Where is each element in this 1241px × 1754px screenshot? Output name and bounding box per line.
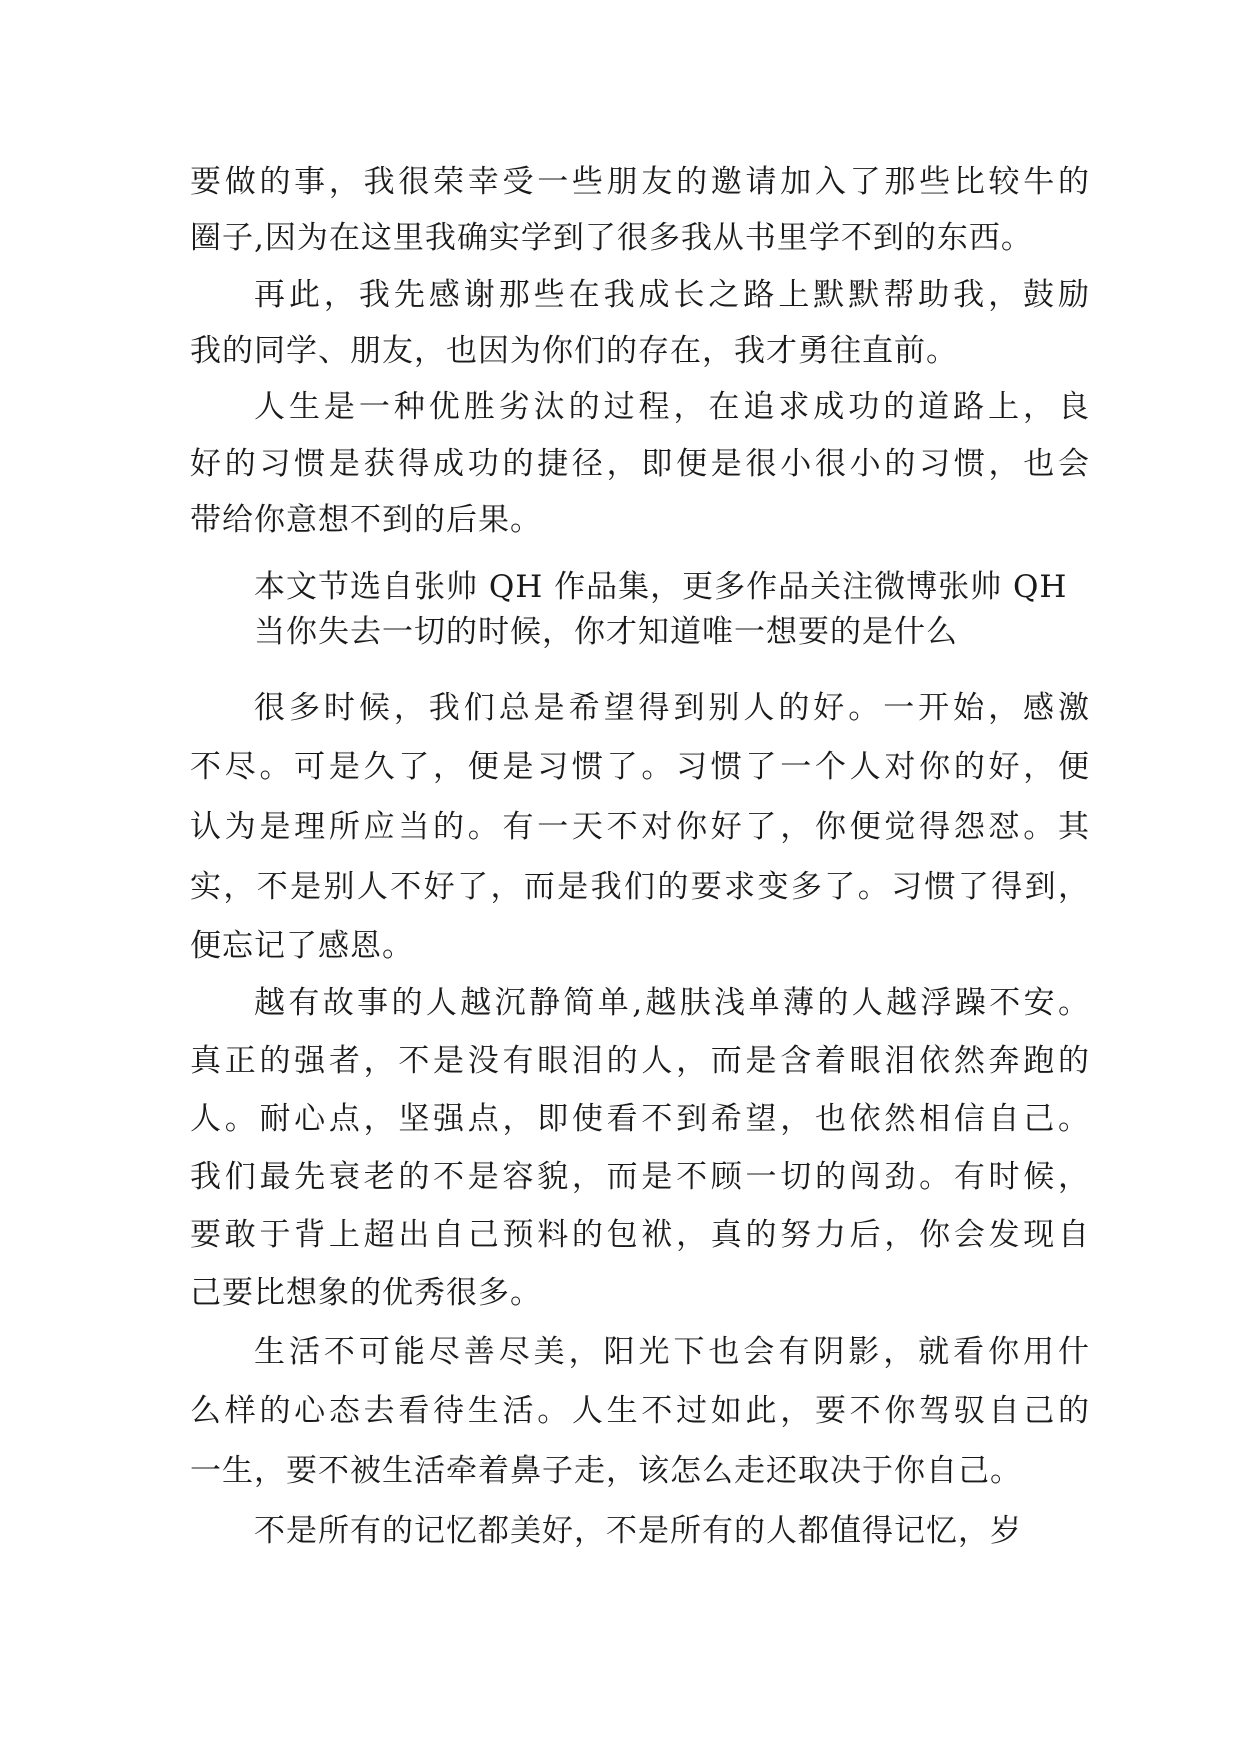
text-line: 生活不可能尽善尽美，阳光下也会有阴影，就看你用什 (254, 1334, 1090, 1370)
text-line: 真正的强者，不是没有眼泪的人，而是含着眼泪依然奔跑的 (190, 1043, 1090, 1079)
text-line: 实，不是别人不好了，而是我们的要求变多了。习惯了得到， (190, 869, 1090, 905)
text-line: 认为是理所应当的。有一天不对你好了，你便觉得怨怼。其 (190, 809, 1090, 845)
text-line: 不尽。可是久了，便是习惯了。习惯了一个人对你的好，便 (190, 749, 1090, 785)
text-line: 再此，我先感谢那些在我成长之路上默默帮助我，鼓励 (254, 277, 1090, 313)
text-line: 很多时候，我们总是希望得到别人的好。一开始，感激 (254, 690, 1090, 726)
text-line: 带给你意想不到的后果。 (190, 502, 542, 538)
text-line: 不是所有的记忆都美好，不是所有的人都值得记忆，岁 (254, 1513, 1022, 1549)
text-line: 么样的心态去看待生活。人生不过如此，要不你驾驭自己的 (190, 1393, 1090, 1429)
text-line: 当你失去一切的时候，你才知道唯一想要的是什么 (254, 614, 958, 650)
text-line: 圈子,因为在这里我确实学到了很多我从书里学不到的东西。 (190, 220, 1033, 256)
text-line: 本文节选自张帅 QH 作品集，更多作品关注微博张帅 QH (254, 569, 1068, 605)
text-line: 要敢于背上超出自己预料的包袱，真的努力后，你会发现自 (190, 1217, 1090, 1253)
text-line: 要做的事，我很荣幸受一些朋友的邀请加入了那些比较牛的 (190, 164, 1090, 200)
text-line: 越有故事的人越沉静简单,越肤浅单薄的人越浮躁不安。 (254, 985, 1090, 1021)
text-line: 人生是一种优胜劣汰的过程，在追求成功的道路上，良 (254, 389, 1090, 425)
text-line: 己要比想象的优秀很多。 (190, 1275, 542, 1311)
text-line: 好的习惯是获得成功的捷径，即便是很小很小的习惯，也会 (190, 446, 1090, 482)
text-line: 我的同学、朋友，也因为你们的存在，我才勇往直前。 (190, 333, 958, 369)
text-line: 便忘记了感恩。 (190, 928, 414, 964)
text-line: 我们最先衰老的不是容貌，而是不顾一切的闯劲。有时候， (190, 1159, 1090, 1195)
text-line: 人。耐心点，坚强点，即使看不到希望，也依然相信自己。 (190, 1101, 1090, 1137)
text-line: 一生，要不被生活牵着鼻子走，该怎么走还取决于你自己。 (190, 1453, 1022, 1489)
